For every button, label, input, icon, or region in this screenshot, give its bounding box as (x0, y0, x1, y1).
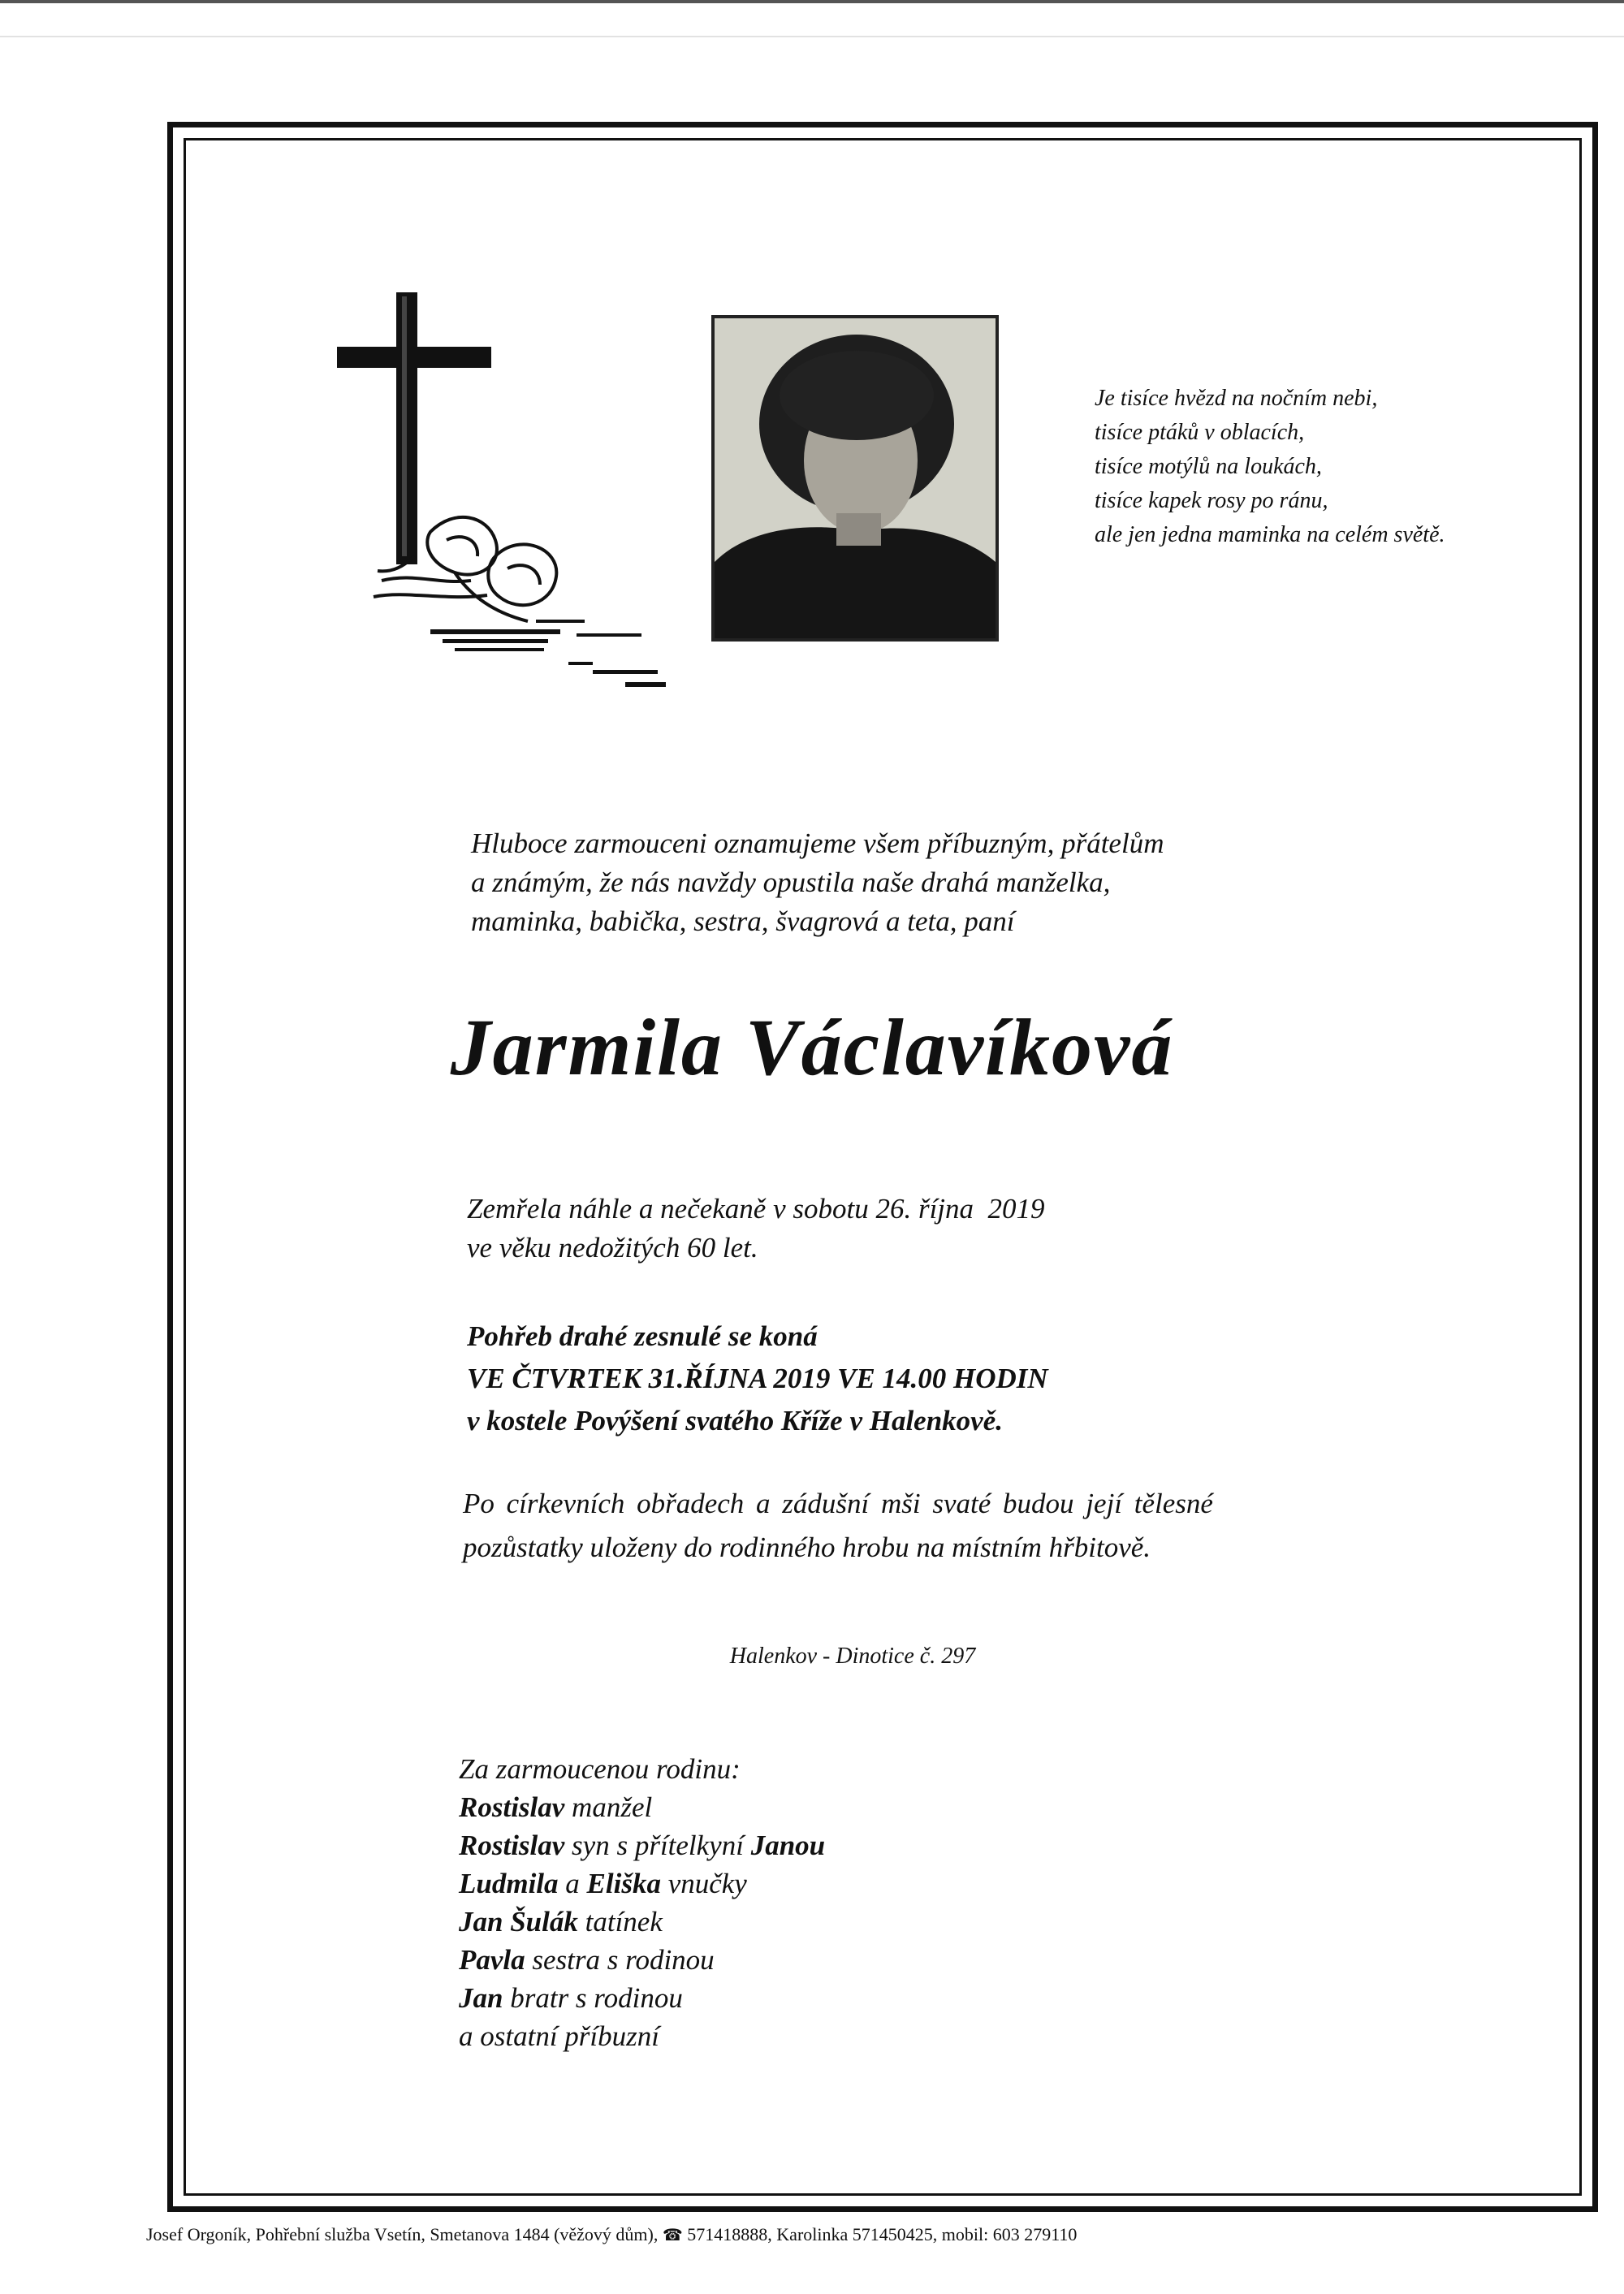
poem-line: ale jen jedna maminka na celém světě. (1095, 522, 1445, 547)
announcement-line: maminka, babička, sestra, švagrová a teta, paní (471, 905, 1015, 937)
announcement-line: a známým, že nás navždy opustila naše drahá manželka, (471, 866, 1111, 898)
scan-edge-line (0, 36, 1624, 37)
ceremony-line: pozůstatky uloženy do rodinného hrobu na místním hřbitově. (463, 1531, 1151, 1563)
scan-edge-top (0, 0, 1624, 3)
address-text: Halenkov - Dinotice č. 297 (729, 1644, 976, 1669)
family-member (459, 1864, 1271, 1903)
family-member-name: Ludmila (459, 1868, 559, 1899)
family-closing: a ostatní příbuzní (459, 2020, 659, 2052)
family-member (459, 1788, 1271, 1826)
family-member-relation: manžel (564, 1791, 653, 1823)
family-member-name: Jan Šulák (459, 1906, 578, 1938)
family-member-relation: vnučky (660, 1868, 747, 1899)
funeral-line: VE ČTVRTEK 31.ŘÍJNA 2019 VE 14.00 HODIN (467, 1363, 1048, 1394)
family-member-relation: tatínek (577, 1906, 663, 1938)
family-member-relation: bratr s rodinou (503, 1982, 683, 2014)
ceremony-info (463, 1482, 1518, 1570)
funeral-info (467, 1315, 1522, 1442)
death-info-line: ve věku nedožitých 60 let. (467, 1232, 758, 1264)
family-member (459, 1979, 1271, 2017)
footer (146, 2223, 1608, 2248)
family-member-name: Pavla (459, 1944, 525, 1976)
family-member-name: Janou (750, 1830, 826, 1861)
footer-funeral-service: Josef Orgoník, Pohřební služba Vsetín, Smetanova 1484 (věžový dům), (146, 2224, 659, 2244)
family-member (459, 1903, 1271, 1941)
family-member-relation: sestra s rodinou (525, 1944, 715, 1976)
family-member-name: Jan (459, 1982, 503, 2014)
death-info (467, 1190, 1441, 1268)
funeral-line: v kostele Povýšení svatého Kříže v Halenkově. (467, 1405, 1003, 1436)
family-member-name: Rostislav (459, 1791, 565, 1823)
family-list (459, 1750, 1271, 2055)
deceased-name: Jarmila Václavíková (450, 1002, 1174, 1092)
funeral-line: Pohřeb drahé zesnulé se koná (467, 1320, 818, 1352)
family-heading: Za zarmoucenou rodinu: (459, 1753, 741, 1785)
family-member-name: Rostislav (459, 1830, 565, 1861)
family-member (459, 1826, 1271, 1864)
family-member-name: Eliška (586, 1868, 661, 1899)
family-member-relation: a (558, 1868, 587, 1899)
address-line (0, 1640, 1624, 1673)
footer-phones: 571418888, Karolinka 571450425, mobil: 603 279110 (687, 2224, 1078, 2244)
family-member-relation: syn s přítelkyní (564, 1830, 751, 1861)
death-info-line: Zemřela náhle a nečekaně v sobotu 26. října 2019 (467, 1193, 1045, 1225)
telephone-icon: ☎ (662, 2227, 683, 2244)
poem-line: tisíce kapek rosy po ránu, (1095, 488, 1328, 513)
poem-line: tisíce ptáků v oblacích, (1095, 420, 1305, 445)
ceremony-line: Po církevních obřadech a zádušní mši svaté budou její tělesné (463, 1488, 1213, 1519)
cross-with-flowers-icon (333, 288, 682, 727)
announcement-line: Hluboce zarmouceni oznamujeme všem příbuzným, přátelům (471, 827, 1164, 859)
poem-line: tisíce motýlů na loukách, (1095, 454, 1322, 479)
portrait-photo (711, 315, 999, 642)
poem (1095, 382, 1549, 552)
announcement (471, 824, 1486, 941)
family-member (459, 1941, 1271, 1979)
poem-line: Je tisíce hvězd na nočním nebi, (1095, 386, 1378, 411)
